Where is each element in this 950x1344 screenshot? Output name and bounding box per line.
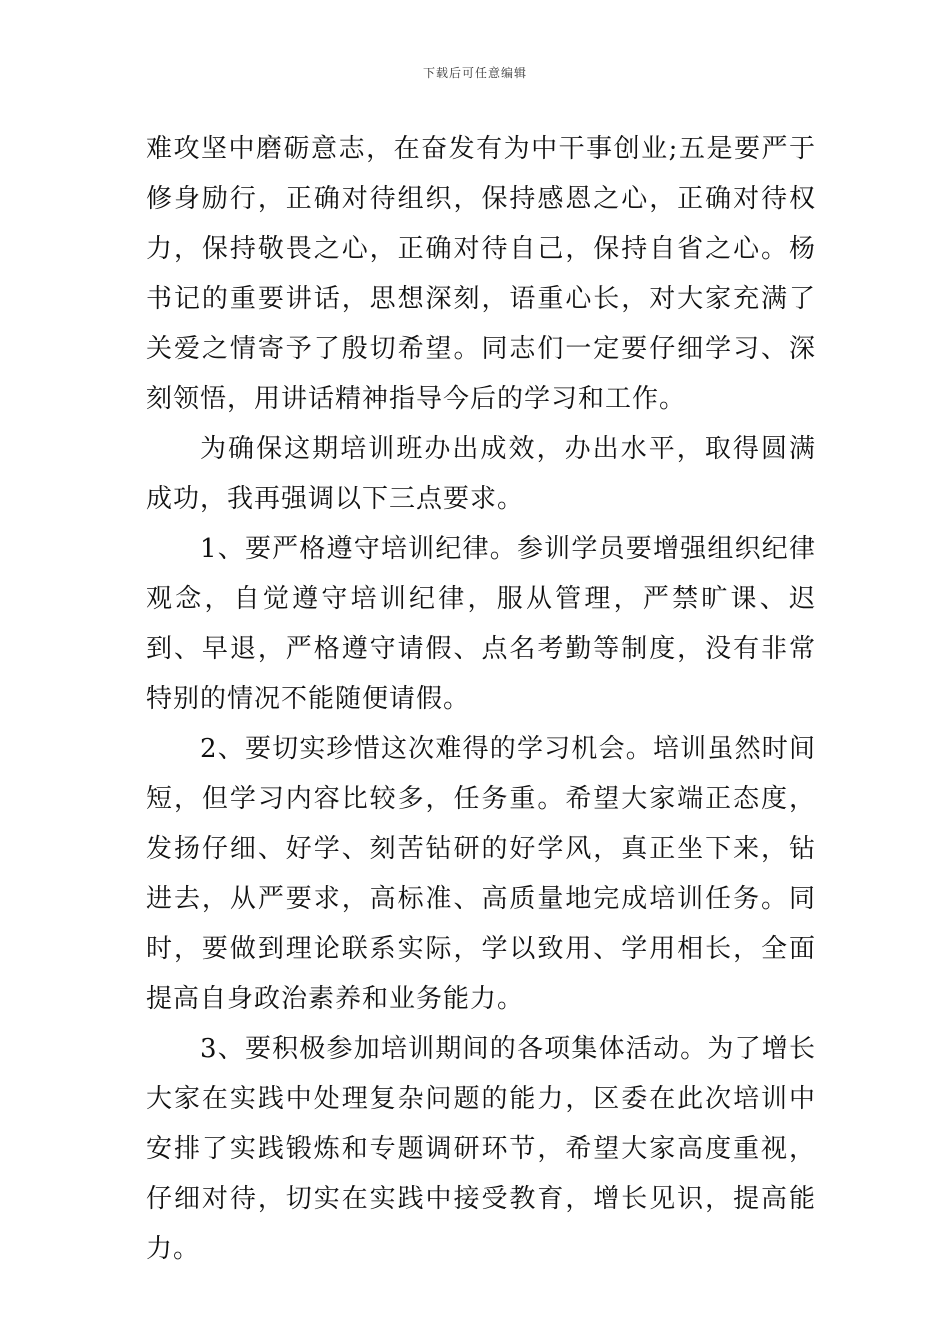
- paragraph-requirements-intro: 为确保这期培训班办出成效，办出水平，取得圆满成功，我再强调以下三点要求。: [146, 434, 816, 514]
- page-header-note: 下载后可任意编辑: [422, 66, 527, 80]
- document-body: [146, 124, 816, 1274]
- paragraph-requirement-2: 2、要切实珍惜这次难得的学习机会。培训虽然时间短，但学习内容比较多，任务重。希望大家端正态度，发扬仔细、好学、刻苦钻研的好学风，真正坐下来，钻进去，从严要求，高标准、高质量地完成培训任务。同时，要做到理论联系实际，学以致用、学用相长，全面提高自身政治素养和业务能力。: [146, 734, 816, 1014]
- paragraph-requirement-3: 3、要积极参加培训期间的各项集体活动。为了增长大家在实践中处理复杂问题的能力，区委在此次培训中安排了实践锻炼和专题调研环节，希望大家高度重视，仔细对待，切实在实践中接受教育，增长见识，提高能力。: [146, 1034, 816, 1264]
- paragraph-continuation: 难攻坚中磨砺意志，在奋发有为中干事创业;五是要严于修身励行，正确对待组织，保持感恩之心，正确对待权力，保持敬畏之心，正确对待自己，保持自省之心。杨书记的重要讲话，思想深刻，语重心长，对大家充满了关爱之情寄予了殷切希望。同志们一定要仔细学习、深刻领悟，用讲话精神指导今后的学习和工作。: [146, 134, 816, 414]
- paragraph-requirement-1: 1、要严格遵守培训纪律。参训学员要增强组织纪律观念，自觉遵守培训纪律，服从管理，严禁旷课、迟到、早退，严格遵守请假、点名考勤等制度，没有非常特别的情况不能随便请假。: [146, 534, 816, 714]
